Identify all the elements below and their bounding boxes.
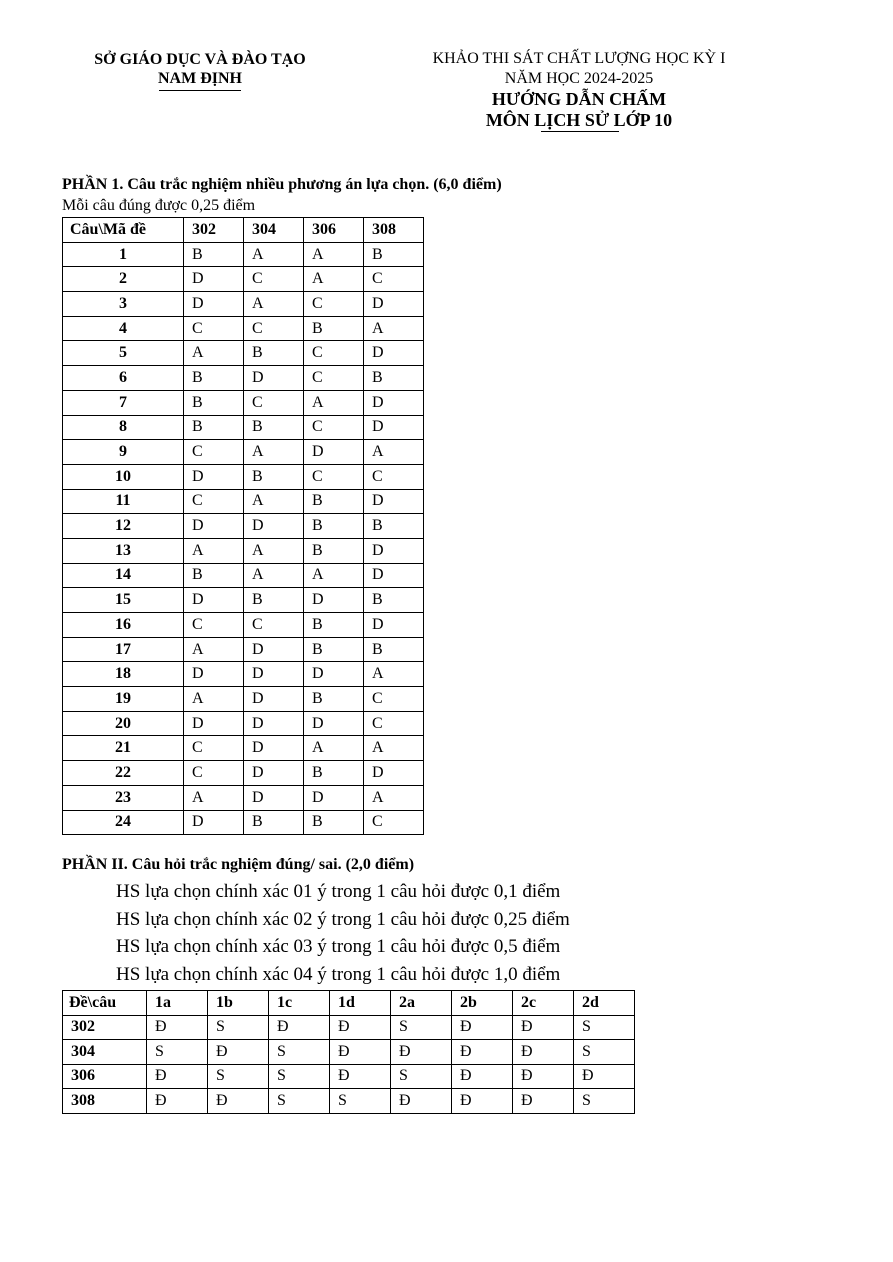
answer-cell: B <box>244 415 304 440</box>
answer-cell: A <box>364 316 424 341</box>
answer-cell: D <box>244 637 304 662</box>
answer-cell: B <box>184 563 244 588</box>
answer-cell: A <box>184 538 244 563</box>
question-number-cell: 22 <box>63 761 184 786</box>
answer-cell: B <box>304 514 364 539</box>
question-number-cell: 8 <box>63 415 184 440</box>
answer-cell: D <box>184 711 244 736</box>
answer-cell: B <box>364 366 424 391</box>
true-false-cell: Đ <box>513 1064 574 1089</box>
answer-cell: C <box>364 810 424 835</box>
part2-notes <box>116 878 570 988</box>
table-row <box>63 563 424 588</box>
scoring-note: HS lựa chọn chính xác 01 ý trong 1 câu hỏi được 0,1 điểm <box>116 881 561 902</box>
question-number-cell: 5 <box>63 341 184 366</box>
true-false-cell: Đ <box>452 1040 513 1065</box>
answer-cell: A <box>304 267 364 292</box>
document-title: HƯỚNG DẪN CHẤM <box>491 89 667 109</box>
exam-code-cell: 302 <box>63 1015 147 1040</box>
answer-cell: B <box>304 489 364 514</box>
answer-cell: B <box>304 316 364 341</box>
true-false-cell: Đ <box>330 1064 391 1089</box>
part1-title: PHẦN 1. Câu trắc nghiệm nhiều phương án lựa chọn. (6,0 điểm) <box>62 176 502 193</box>
answer-cell: D <box>304 440 364 465</box>
answer-cell: D <box>364 292 424 317</box>
true-false-cell: Đ <box>269 1015 330 1040</box>
answer-cell: B <box>184 390 244 415</box>
answer-cell: D <box>364 415 424 440</box>
scoring-note: HS lựa chọn chính xác 03 ý trong 1 câu hỏi được 0,5 điểm <box>116 936 561 957</box>
answer-cell: B <box>364 514 424 539</box>
true-false-cell: Đ <box>391 1040 452 1065</box>
answer-cell: C <box>364 711 424 736</box>
answer-cell: A <box>244 563 304 588</box>
question-number-cell: 2 <box>63 267 184 292</box>
answer-cell: A <box>304 736 364 761</box>
table-row <box>63 736 424 761</box>
table-row <box>63 464 424 489</box>
answer-cell: D <box>364 390 424 415</box>
part1-answer-table <box>62 217 424 835</box>
answer-cell: B <box>364 637 424 662</box>
question-number-cell: 1 <box>63 242 184 267</box>
true-false-cell: S <box>208 1015 269 1040</box>
answer-cell: D <box>244 761 304 786</box>
question-number-cell: 11 <box>63 489 184 514</box>
table-row <box>63 711 424 736</box>
true-false-cell: S <box>269 1089 330 1114</box>
answer-cell: D <box>244 366 304 391</box>
answer-cell: D <box>244 514 304 539</box>
answer-cell: C <box>304 341 364 366</box>
exam-name: KHẢO THI SÁT CHẤT LƯỢNG HỌC KỲ I <box>432 50 726 67</box>
true-false-cell: S <box>330 1089 391 1114</box>
issuer-underline <box>159 90 241 91</box>
question-number-cell: 13 <box>63 538 184 563</box>
answer-cell: D <box>244 662 304 687</box>
answer-cell: D <box>304 662 364 687</box>
question-number-cell: 16 <box>63 613 184 638</box>
question-number-cell: 21 <box>63 736 184 761</box>
subject-title: MÔN LỊCH SỬ LỚP 10 <box>485 110 673 130</box>
column-header: 304 <box>244 218 304 243</box>
issuer-province: NAM ĐỊNH <box>158 70 242 87</box>
question-number-cell: 9 <box>63 440 184 465</box>
table-row <box>63 687 424 712</box>
answer-cell: C <box>184 440 244 465</box>
question-number-cell: 7 <box>63 390 184 415</box>
answer-cell: D <box>364 613 424 638</box>
answer-cell: A <box>184 341 244 366</box>
part2-title: PHẦN II. Câu hỏi trắc nghiệm đúng/ sai. (2,0 điểm) <box>62 856 415 873</box>
answer-cell: C <box>184 736 244 761</box>
exam-code-cell: 308 <box>63 1089 147 1114</box>
question-number-cell: 14 <box>63 563 184 588</box>
answer-cell: C <box>184 761 244 786</box>
question-number-cell: 15 <box>63 588 184 613</box>
answer-cell: A <box>304 242 364 267</box>
answer-cell: D <box>184 464 244 489</box>
true-false-cell: Đ <box>452 1089 513 1114</box>
column-header: 306 <box>304 218 364 243</box>
answer-cell: B <box>184 415 244 440</box>
answer-cell: C <box>364 267 424 292</box>
true-false-cell: Đ <box>147 1015 208 1040</box>
answer-cell: A <box>364 662 424 687</box>
table-row <box>63 1089 635 1114</box>
true-false-cell: Đ <box>574 1064 635 1089</box>
answer-cell: D <box>364 489 424 514</box>
table-header-row <box>63 218 424 243</box>
true-false-cell: Đ <box>391 1089 452 1114</box>
answer-cell: D <box>244 711 304 736</box>
true-false-cell: Đ <box>147 1089 208 1114</box>
table-row <box>63 242 424 267</box>
true-false-cell: S <box>391 1064 452 1089</box>
answer-cell: C <box>184 489 244 514</box>
table-row <box>63 785 424 810</box>
answer-cell: A <box>244 292 304 317</box>
answer-cell: A <box>304 390 364 415</box>
table-row <box>63 292 424 317</box>
answer-cell: C <box>304 292 364 317</box>
table-row <box>63 538 424 563</box>
answer-cell: B <box>304 637 364 662</box>
answer-cell: C <box>364 464 424 489</box>
question-number-cell: 17 <box>63 637 184 662</box>
question-number-cell: 6 <box>63 366 184 391</box>
table-row <box>63 810 424 835</box>
table-row <box>63 316 424 341</box>
answer-cell: B <box>304 810 364 835</box>
answer-cell: A <box>184 785 244 810</box>
answer-cell: A <box>244 242 304 267</box>
true-false-cell: S <box>574 1089 635 1114</box>
table-row <box>63 1015 635 1040</box>
table-row <box>63 390 424 415</box>
answer-cell: B <box>184 366 244 391</box>
answer-cell: A <box>364 736 424 761</box>
answer-cell: D <box>244 785 304 810</box>
answer-cell: A <box>184 687 244 712</box>
column-header: 2a <box>391 991 452 1016</box>
true-false-cell: Đ <box>452 1064 513 1089</box>
scoring-note: HS lựa chọn chính xác 02 ý trong 1 câu hỏi được 0,25 điểm <box>116 908 570 930</box>
answer-cell: D <box>304 711 364 736</box>
table-row <box>63 1040 635 1065</box>
answer-cell: A <box>184 637 244 662</box>
answer-cell: B <box>244 810 304 835</box>
answer-cell: D <box>244 687 304 712</box>
column-header: 302 <box>184 218 244 243</box>
true-false-cell: S <box>269 1064 330 1089</box>
column-header: 2d <box>574 991 635 1016</box>
column-header: 1a <box>147 991 208 1016</box>
question-number-cell: 24 <box>63 810 184 835</box>
question-number-cell: 23 <box>63 785 184 810</box>
answer-cell: A <box>244 440 304 465</box>
answer-cell: C <box>244 316 304 341</box>
table-row <box>63 588 424 613</box>
answer-cell: D <box>184 810 244 835</box>
school-year: NĂM HỌC 2024-2025 <box>504 70 654 87</box>
column-header: 1b <box>208 991 269 1016</box>
question-number-cell: 10 <box>63 464 184 489</box>
true-false-cell: Đ <box>513 1040 574 1065</box>
answer-cell: B <box>244 464 304 489</box>
answer-cell: A <box>304 563 364 588</box>
table-row <box>63 440 424 465</box>
answer-cell: B <box>304 761 364 786</box>
answer-cell: D <box>304 588 364 613</box>
column-header: 308 <box>364 218 424 243</box>
answer-cell: C <box>244 613 304 638</box>
true-false-cell: Đ <box>208 1040 269 1065</box>
true-false-cell: S <box>208 1064 269 1089</box>
table-row <box>63 637 424 662</box>
true-false-cell: Đ <box>513 1089 574 1114</box>
true-false-cell: Đ <box>513 1015 574 1040</box>
answer-cell: C <box>244 267 304 292</box>
title-underline <box>541 131 619 132</box>
answer-cell: D <box>364 563 424 588</box>
answer-cell: C <box>244 390 304 415</box>
answer-cell: B <box>364 588 424 613</box>
part2-answer-table <box>62 990 635 1114</box>
table-header-row <box>63 991 635 1016</box>
true-false-cell: Đ <box>452 1015 513 1040</box>
true-false-cell: S <box>574 1015 635 1040</box>
table-row <box>63 489 424 514</box>
issuer-department: SỞ GIÁO DỤC VÀ ĐÀO TẠO <box>94 51 306 68</box>
part1-note: Mỗi câu đúng được 0,25 điểm <box>62 197 256 214</box>
answer-cell: D <box>184 514 244 539</box>
question-number-cell: 12 <box>63 514 184 539</box>
answer-cell: D <box>364 761 424 786</box>
answer-cell: C <box>304 366 364 391</box>
table-row <box>63 1064 635 1089</box>
answer-cell: C <box>364 687 424 712</box>
column-header: 1d <box>330 991 391 1016</box>
column-header: 2b <box>452 991 513 1016</box>
column-header: Câu\Mã đề <box>63 218 184 243</box>
answer-cell: D <box>364 341 424 366</box>
question-number-cell: 18 <box>63 662 184 687</box>
exam-code-cell: 304 <box>63 1040 147 1065</box>
table-row <box>63 761 424 786</box>
table-row <box>63 267 424 292</box>
question-number-cell: 4 <box>63 316 184 341</box>
answer-cell: C <box>184 316 244 341</box>
answer-cell: B <box>304 538 364 563</box>
table-row <box>63 662 424 687</box>
answer-cell: C <box>184 613 244 638</box>
true-false-cell: Đ <box>330 1040 391 1065</box>
column-header: Đề\câu <box>63 991 147 1016</box>
answer-cell: D <box>184 588 244 613</box>
answer-cell: D <box>184 267 244 292</box>
answer-cell: B <box>304 613 364 638</box>
question-number-cell: 20 <box>63 711 184 736</box>
answer-cell: A <box>364 440 424 465</box>
answer-cell: A <box>244 538 304 563</box>
answer-cell: D <box>184 292 244 317</box>
exam-code-cell: 306 <box>63 1064 147 1089</box>
answer-cell: D <box>304 785 364 810</box>
column-header: 1c <box>269 991 330 1016</box>
question-number-cell: 3 <box>63 292 184 317</box>
answer-cell: D <box>364 538 424 563</box>
answer-cell: A <box>364 785 424 810</box>
true-false-cell: S <box>574 1040 635 1065</box>
issuer-header <box>62 50 338 91</box>
answer-cell: C <box>304 464 364 489</box>
table-row <box>63 366 424 391</box>
true-false-cell: S <box>391 1015 452 1040</box>
answer-cell: D <box>244 736 304 761</box>
table-row <box>63 514 424 539</box>
table-row <box>63 415 424 440</box>
answer-cell: B <box>184 242 244 267</box>
true-false-cell: Đ <box>208 1089 269 1114</box>
column-header: 2c <box>513 991 574 1016</box>
scoring-note: HS lựa chọn chính xác 04 ý trong 1 câu hỏi được 1,0 điểm <box>116 963 561 985</box>
question-number-cell: 19 <box>63 687 184 712</box>
answer-cell: B <box>364 242 424 267</box>
answer-cell: A <box>244 489 304 514</box>
table-row <box>63 341 424 366</box>
true-false-cell: Đ <box>330 1015 391 1040</box>
answer-cell: D <box>184 662 244 687</box>
true-false-cell: S <box>147 1040 208 1065</box>
table-row <box>63 613 424 638</box>
answer-cell: B <box>244 341 304 366</box>
true-false-cell: S <box>269 1040 330 1065</box>
answer-cell: B <box>304 687 364 712</box>
exam-header <box>386 49 772 132</box>
true-false-cell: Đ <box>147 1064 208 1089</box>
answer-cell: C <box>304 415 364 440</box>
answer-cell: B <box>244 588 304 613</box>
